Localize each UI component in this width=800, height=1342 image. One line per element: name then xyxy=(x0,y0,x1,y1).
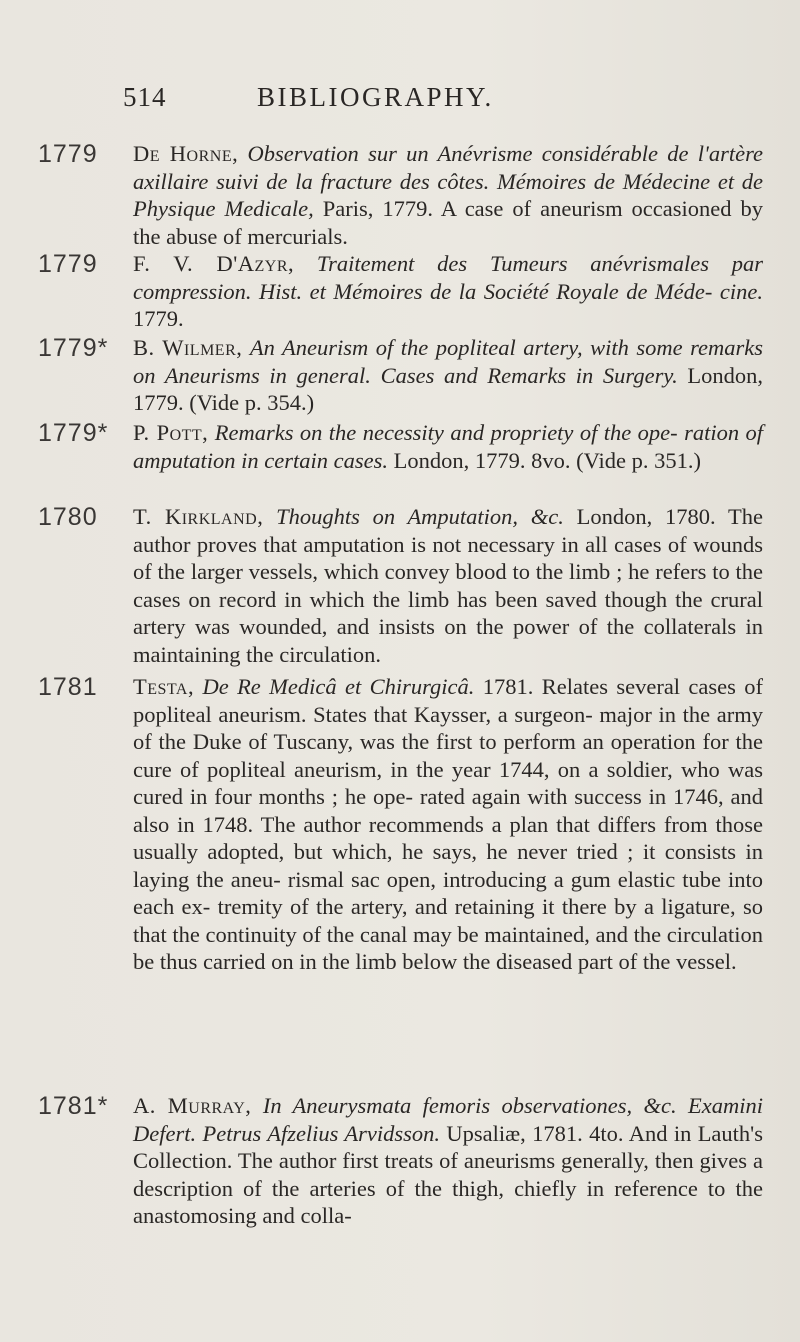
entry-details: London, 1780. The author proves that amputation is not necessary in all cases of wounds of the larger vessels, which convey blood to the limb ; he refers to the cases on record in which the limb has been saved though the crural artery was wounded, and insists on the power of the collaterals in maintaining the circulation. xyxy=(133,504,763,667)
entry-title: Observation sur un Anévrisme considérable de l'artère axillaire suivi de la fracture des côtes. Mémoires de Médecine et de Physique Medicale, xyxy=(133,141,764,221)
entry-text xyxy=(133,140,763,250)
entry-year: 1781* xyxy=(38,1092,109,1120)
entry-details: London, 1779. (Vide p. 354.) xyxy=(133,362,763,415)
entry-year: 1779* xyxy=(38,419,109,447)
entry-text xyxy=(133,1092,763,1230)
entry-details: Paris, 1779. A case of aneurism occasioned by the abuse of mercurials. xyxy=(133,196,763,249)
entry-year: 1779 xyxy=(38,250,98,278)
entry-year: 1779* xyxy=(38,334,109,362)
entry-title: Remarks on the necessity and propriety of the ope- ration of amputation in certain cases. xyxy=(133,420,763,473)
entry-title: Traitement des Tumeurs anévrismales par compression. Hist. et Mémoires de la Société Royale de Méde- cine. xyxy=(133,251,763,304)
entry-title: De Re Medicâ et Chirurgicâ. xyxy=(202,674,475,699)
entry-author: P. Pott, xyxy=(133,420,209,445)
entry-details: London, 1779. 8vo. (Vide p. 351.) xyxy=(387,447,701,473)
entry-year: 1780 xyxy=(38,503,98,531)
entry-author: A. Murray, xyxy=(133,1093,252,1118)
entry-text xyxy=(133,250,763,333)
page-number: 514 xyxy=(123,82,167,112)
entry-author: Testa, xyxy=(133,674,195,699)
entry-title: An Aneurism of the popliteal artery, with some remarks on Aneurisms in general. Cases and Remarks in Surgery. xyxy=(133,335,764,388)
entry-year: 1779 xyxy=(38,140,98,168)
entry-text xyxy=(133,673,763,976)
entry-details: 1781. Relates several cases of popliteal aneurism. States that Kaysser, a surgeon- major in the army of the Duke of Tuscany, was the first to perform an operation for the cure of popliteal aneurism, in the year 1744, on a soldier, who was cured in four months ; he ope- rated again with success in 1746, and also in 1748. The author recommends a plan that differs from those usually adopted, but which, he says, he never tried ; it consists in laying the aneu- rismal sac open, introducing a gum elastic tube into each ex- tremity of the artery, and retaining it there by a ligature, so that the continuity of the canal may be maintained, and the circulation be thus carried on in the limb below the diseased part of the vessel. xyxy=(133,674,764,974)
entry-author: De Horne, xyxy=(133,141,239,166)
entry-year: 1781 xyxy=(38,673,98,701)
entry-author: B. Wilmer, xyxy=(133,335,243,360)
page-header xyxy=(0,82,800,118)
entry-text xyxy=(133,503,763,668)
entry-title: In Aneurysmata femoris observationes, &c. Examini Defert. Petrus Afzelius Arvidsson. xyxy=(133,1093,764,1146)
entry-text xyxy=(133,419,763,474)
entry-author: T. Kirkland, xyxy=(133,504,264,529)
entry-author: F. V. D'Azyr, xyxy=(133,251,295,276)
running-head: BIBLIOGRAPHY. xyxy=(257,82,494,112)
entry-details: 1779. xyxy=(133,306,184,331)
entry-text xyxy=(133,334,763,417)
entry-title: Thoughts on Amputation, &c. xyxy=(276,504,564,529)
entry-details: Upsaliæ, 1781. 4to. And in Lauth's Collection. The author first treats of aneurisms generally, then gives a description of the arteries of the thigh, chiefly in reference to the anastomosing and colla- xyxy=(133,1120,763,1228)
